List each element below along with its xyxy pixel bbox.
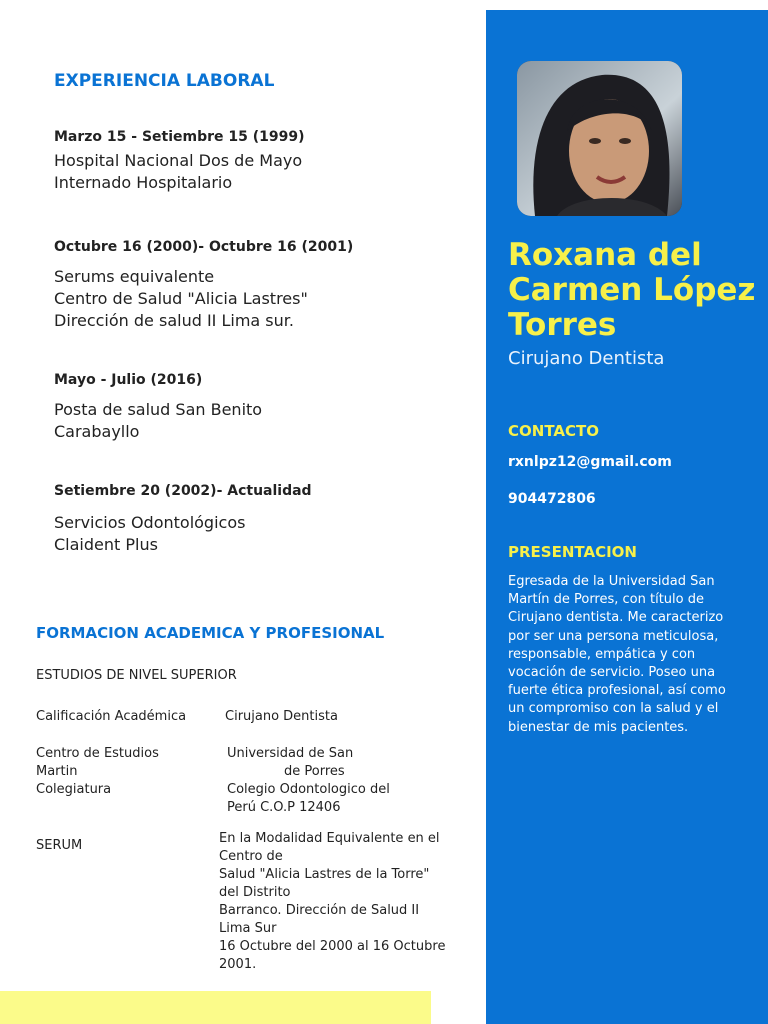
presentation-heading: PRESENTACION [508,543,637,561]
experience-line: Internado Hospitalario [54,173,233,192]
experience-line: Claident Plus [54,535,158,554]
experience-line: Centro de Salud "Alicia Lastres" [54,289,308,308]
presentation-line: Cirujano dentista. Me caracterizo [508,610,724,626]
calificacion-label: Calificación Académica [36,709,187,724]
experience-period-4: Setiembre 20 (2002)- Actualidad [54,483,312,499]
experience-line: Dirección de salud II Lima sur. [54,311,294,330]
presentation-line: fuerte ética profesional, así como [508,683,726,699]
serum-line: del Distrito [219,885,291,900]
experience-detail-3 [54,399,262,443]
serum-label: SERUM [36,838,83,853]
profile-name-line: Roxana del [508,237,702,273]
colegiatura-label: Colegiatura [36,782,112,797]
education-subheading: ESTUDIOS DE NIVEL SUPERIOR [36,668,237,683]
presentation-text [508,573,748,737]
experience-detail-2 [54,266,308,332]
profile-name [508,238,763,343]
presentation-line: por ser una persona meticulosa, [508,628,719,644]
serum-line: Lima Sur [219,921,277,936]
centro-value-line: Universidad de San [227,746,354,761]
serum-value [219,830,469,974]
serum-line: Salud "Alicia Lastres de la Torre" [219,867,430,882]
serum-line: En la Modalidad Equivalente en el [219,831,440,846]
experience-detail-4 [54,512,245,556]
contact-heading: CONTACTO [508,422,599,440]
serum-line: Barranco. Dirección de Salud II [219,903,420,918]
centro-label-line: Martin [36,764,78,779]
serum-line: Centro de [219,849,283,864]
profile-job-title: Cirujano Dentista [508,348,665,369]
presentation-line: Martín de Porres, con título de [508,592,704,608]
experience-period-1: Marzo 15 - Setiembre 15 (1999) [54,129,305,145]
experience-heading: EXPERIENCIA LABORAL [54,71,275,91]
contact-email[interactable]: rxnlpz12@gmail.com [508,454,672,470]
colegiatura-value-line: Colegio Odontologico del [227,782,390,797]
centro-value-line: de Porres [284,764,345,779]
colegiatura-value-line: Perú C.O.P 12406 [227,800,341,815]
experience-line: Serums equivalente [54,267,215,286]
experience-line: Servicios Odontológicos [54,513,246,532]
centro-value [227,745,427,817]
presentation-line: bienestar de mis pacientes. [508,719,689,735]
experience-line: Carabayllo [54,422,140,441]
education-heading: FORMACION ACADEMICA Y PROFESIONAL [36,624,385,642]
experience-line: Posta de salud San Benito [54,400,263,419]
experience-period-2: Octubre 16 (2000)- Octubre 16 (2001) [54,239,354,255]
serum-line: 16 Octubre del 2000 al 16 Octubre [219,939,446,954]
experience-period-3: Mayo - Julio (2016) [54,372,203,388]
presentation-line: responsable, empática y con [508,646,696,662]
presentation-line: Egresada de la Universidad San [508,574,715,589]
presentation-line: un compromiso con la salud y el [508,701,719,717]
serum-line: 2001. [219,957,257,972]
portrait-photo-icon [517,61,682,216]
profile-name-line: Carmen López [508,272,756,308]
calificacion-value: Cirujano Dentista [225,709,338,724]
footer-accent-bar [0,991,431,1024]
experience-detail-1 [54,150,302,194]
presentation-line: vocación de servicio. Poseo una [508,665,716,681]
centro-label-line: Centro de Estudios [36,746,159,761]
experience-line: Hospital Nacional Dos de Mayo [54,151,303,170]
profile-name-line: Torres [508,307,617,343]
centro-label [36,745,159,799]
contact-phone[interactable]: 904472806 [508,491,596,507]
profile-photo [517,61,682,216]
